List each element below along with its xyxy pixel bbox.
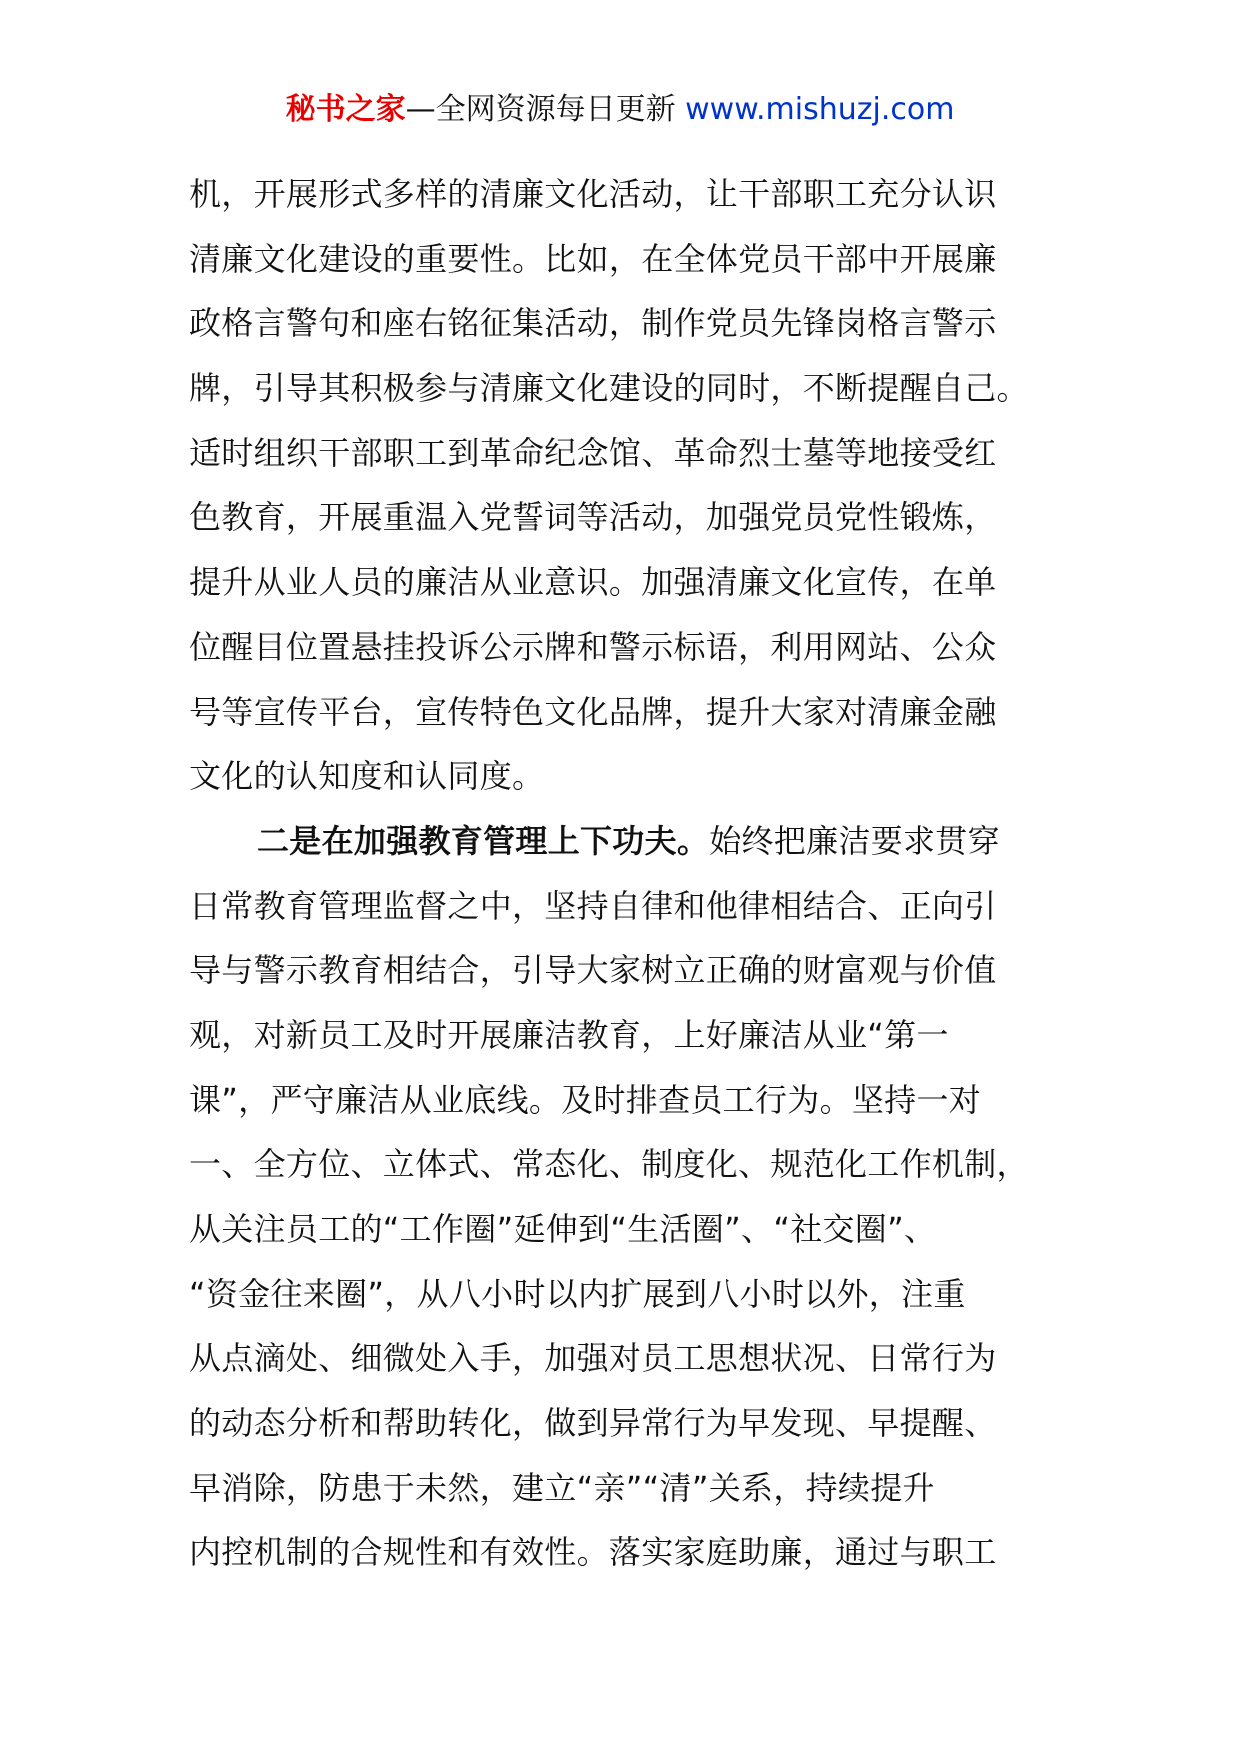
text-line: 清廉文化建设的重要性。比如，在全体党员干部中开展廉 — [189, 239, 997, 278]
text-line: 适时组织干部职工到革命纪念馆、革命烈士墓等地接受红 — [189, 433, 997, 472]
text-line: 从关注员工的“工作圈”延伸到“生活圈”、“社交圈”、 — [189, 1210, 937, 1248]
paragraph-heading: 二是在加强教育管理上下功夫。 — [257, 821, 710, 860]
text-line: 文化的认知度和认同度。 — [189, 757, 545, 796]
text-line: 一、全方位、立体式、常态化、制度化、规范化工作机制， — [189, 1145, 1029, 1184]
text-line: 的动态分析和帮助转化，做到异常行为早发现、早提醒、 — [189, 1404, 997, 1443]
text-line: 政格言警句和座右铭征集活动，制作党员先锋岗格言警示 — [189, 304, 997, 343]
text-line: 号等宣传平台，宣传特色文化品牌，提升大家对清廉金融 — [189, 692, 997, 731]
header-separator: — — [405, 92, 436, 127]
text-line: 早消除，防患于未然，建立“亲”“清”关系，持续提升 — [189, 1468, 935, 1507]
header-tagline: 全网资源每日更新 — [435, 92, 676, 127]
text-line: 从点滴处、细微处入手，加强对员工思想状况、日常行为 — [189, 1339, 997, 1378]
paragraph-heading-rest: 始终把廉洁要求贯穿 — [709, 821, 1000, 860]
text-line: “资金往来圈”，从八小时以内扩展到八小时以外，注重 — [189, 1274, 966, 1313]
text-line: 机，开展形式多样的清廉文化活动，让干部职工充分认识 — [189, 175, 997, 213]
text-line: 位醒目位置悬挂投诉公示牌和警示标语，利用网站、公众 — [189, 627, 997, 666]
paragraph-heading-line — [189, 809, 1069, 874]
text-line: 提升从业人员的廉洁从业意识。加强清廉文化宣传，在单 — [189, 563, 997, 602]
text-line: 日常教育管理监督之中，坚持自律和他律相结合、正向引 — [189, 886, 997, 925]
text-line: 观，对新员工及时开展廉洁教育，上好廉洁从业“第一 — [189, 1015, 949, 1054]
site-url[interactable]: www.mishuzj.com — [685, 92, 955, 127]
page-header — [0, 90, 1240, 130]
text-line: 课”，严守廉洁从业底线。及时排查员工行为。坚持一对 — [189, 1080, 982, 1119]
text-line: 牌，引导其积极参与清廉文化建设的同时，不断提醒自己。 — [189, 369, 1029, 408]
site-brand: 秘书之家 — [285, 92, 406, 127]
text-line: 内控机制的合规性和有效性。落实家庭助廉，通过与职工 — [189, 1533, 997, 1572]
text-line: 色教育，开展重温入党誓词等活动，加强党员党性锻炼， — [189, 498, 997, 537]
text-line: 导与警示教育相结合，引导大家树立正确的财富观与价值 — [189, 951, 997, 990]
document-body — [189, 162, 1069, 1585]
